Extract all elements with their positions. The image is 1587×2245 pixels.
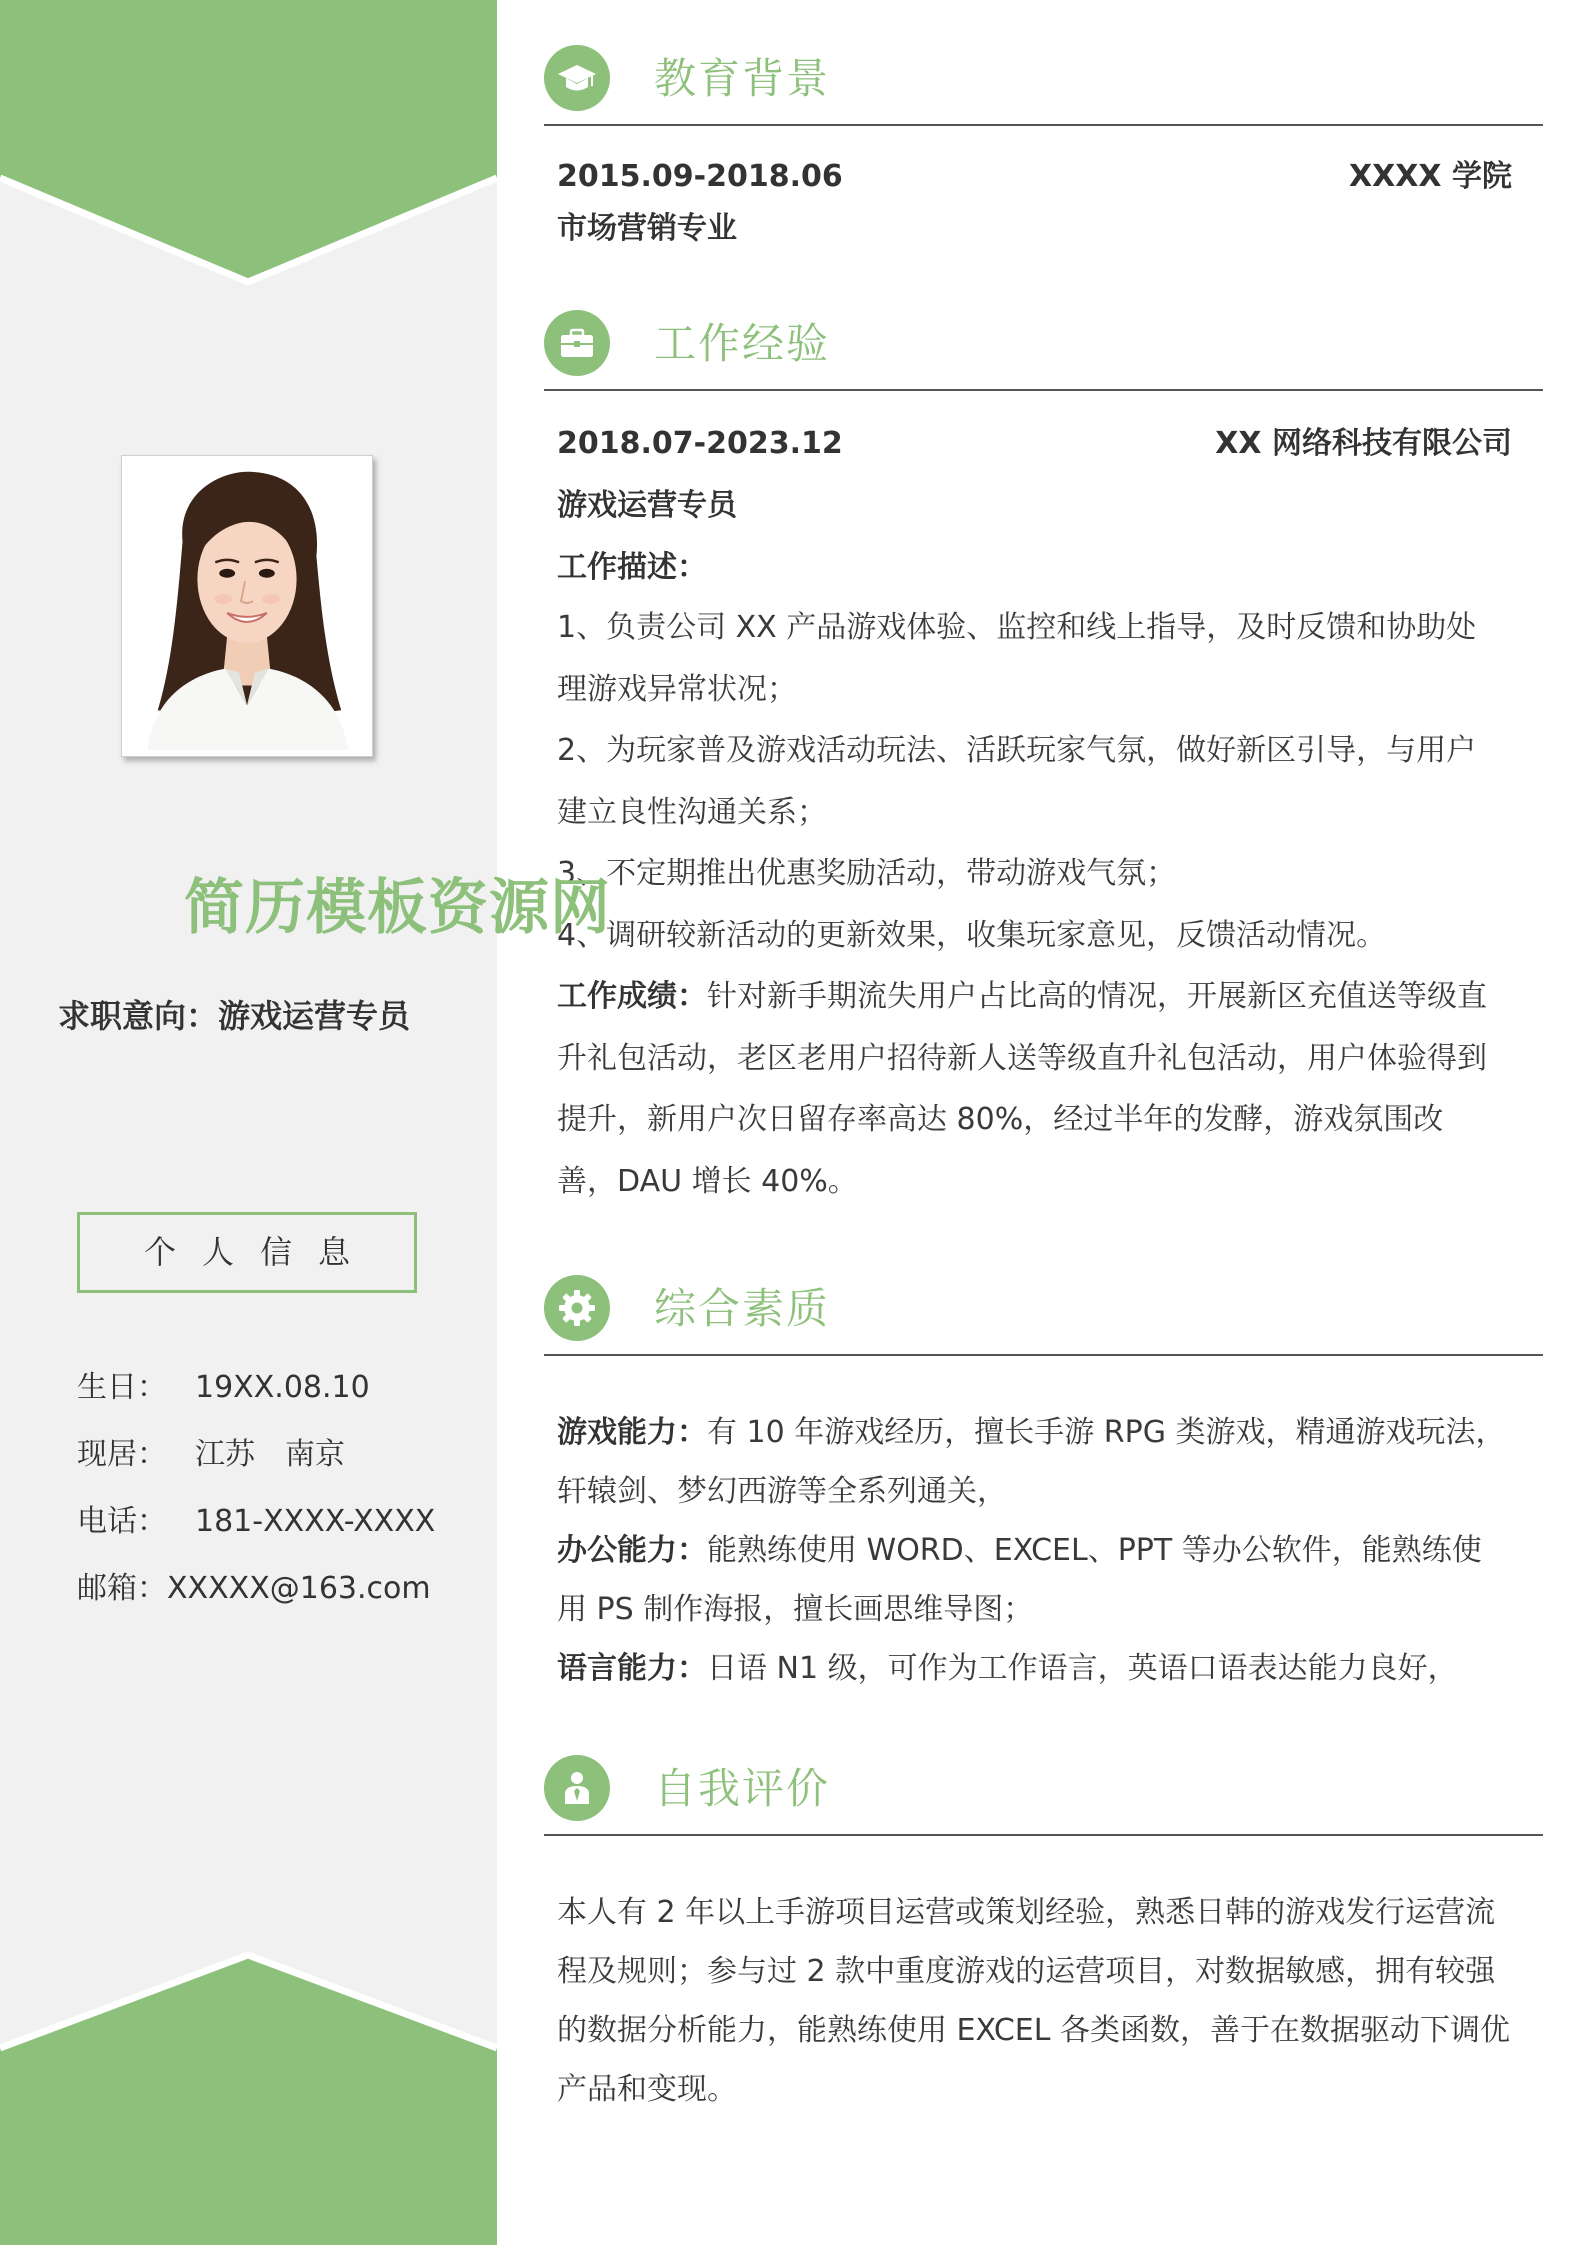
sidebar (0, 0, 497, 2245)
self-eval-title: 自我评价 (654, 1764, 831, 1813)
info-residence-value: 江苏 南京 (195, 1437, 345, 1472)
profile-photo (121, 455, 373, 757)
education-major: 市场营销专业 (557, 211, 737, 246)
info-phone-label: 电话： (77, 1504, 167, 1539)
info-email-value: XXXXX@163.com (167, 1571, 431, 1606)
work-achievement (557, 966, 1497, 1212)
education-row (557, 155, 1512, 199)
job-target: 求职意向：游戏运营专员 (58, 997, 411, 1035)
self-eval-text: 本人有 2 年以上手游项目运营或策划经验，熟悉日韩的游戏发行运营流程及规则；参与过 2 款中重度游戏的运营项目，对数据敏感，拥有较强的数据分析能力，能熟练使用 EXCEL 各类函数，善于在数据驱动下调优产品和变现。 (557, 1895, 1511, 2107)
gear-icon (557, 1288, 597, 1328)
skill-office (557, 1521, 1507, 1639)
skills-list (557, 1403, 1507, 1698)
work-achievement-label: 工作成绩： (557, 979, 707, 1014)
skill-office-label: 办公能力： (557, 1533, 707, 1568)
skills-divider (544, 1354, 1543, 1356)
person-icon (557, 1768, 597, 1808)
education-divider (544, 124, 1543, 126)
info-birthday-label: 生日： (77, 1370, 167, 1405)
work-icon-badge (544, 310, 610, 376)
skill-language-text: 日语 N1 级，可作为工作语言，英语口语表达能力良好， (707, 1651, 1458, 1686)
graduation-cap-icon (557, 58, 597, 98)
work-row (557, 422, 1512, 466)
personal-info-heading: 个人信息 (77, 1212, 417, 1293)
self-eval-icon-badge (544, 1755, 610, 1821)
skill-language (557, 1639, 1507, 1698)
skill-language-label: 语言能力： (557, 1651, 707, 1686)
work-title: 工作经验 (654, 319, 831, 368)
work-desc-label: 工作描述： (557, 550, 707, 585)
work-position: 游戏运营专员 (557, 488, 737, 523)
info-phone (77, 1502, 435, 1542)
work-company: XX 网络科技有限公司 (1215, 426, 1512, 461)
work-duty-2: 2、为玩家普及游戏活动玩法、活跃玩家气氛，做好新区引导，与用户建立良性沟通关系； (557, 733, 1477, 830)
education-school: XXXX 学院 (1349, 159, 1512, 194)
work-duty-3: 3、不定期推出优惠奖励活动，带动游戏气氛； (557, 856, 1177, 891)
work-duty-1: 1、负责公司 XX 产品游戏体验、监控和线上指导，及时反馈和协助处理游戏异常状况； (557, 610, 1477, 707)
skill-game-text: 有 10 年游戏经历，擅长手游 RPG 类游戏，精通游戏玩法，轩辕剑、梦幻西游等全系列通关， (557, 1415, 1506, 1509)
info-residence (77, 1435, 345, 1475)
work-duties (557, 597, 1497, 1212)
briefcase-icon (557, 323, 597, 363)
info-phone-value: 181-XXXX-XXXX (195, 1504, 436, 1539)
sidebar-top-chevron-decoration (0, 0, 497, 290)
education-period: 2015.09-2018.06 (557, 159, 843, 194)
info-email (77, 1569, 431, 1609)
self-eval-divider (544, 1834, 1543, 1836)
work-duty-4: 4、调研较新活动的更新效果，收集玩家意见，反馈活动情况。 (557, 917, 1387, 953)
skills-icon-badge (544, 1275, 610, 1341)
watermark-text: 简历模板资源网 (184, 873, 611, 943)
info-birthday (77, 1368, 370, 1408)
work-period: 2018.07-2023.12 (557, 426, 843, 461)
skill-game (557, 1403, 1507, 1521)
work-achievement-text: 针对新手期流失用户占比高的情况，开展新区充值送等级直升礼包活动，老区老用户招待新人送等级直升礼包活动，用户体验得到提升，新用户次日留存率高达 80%，经过半年的发酵，游戏氛围改善，DAU 增长 40%。 (557, 979, 1487, 1199)
work-divider (544, 389, 1543, 391)
info-email-label: 邮箱： (77, 1571, 167, 1606)
skill-game-label: 游戏能力： (557, 1415, 707, 1450)
sidebar-bottom-chevron-decoration (0, 1930, 497, 2245)
info-residence-label: 现居： (77, 1437, 167, 1472)
skill-office-text: 能熟练使用 WORD、EXCEL、PPT 等办公软件，能熟练使用 PS 制作海报，擅长画思维导图； (557, 1533, 1482, 1627)
education-icon-badge (544, 45, 610, 111)
info-birthday-value: 19XX.08.10 (195, 1370, 370, 1405)
education-title: 教育背景 (654, 54, 831, 103)
skills-title: 综合素质 (654, 1284, 831, 1333)
